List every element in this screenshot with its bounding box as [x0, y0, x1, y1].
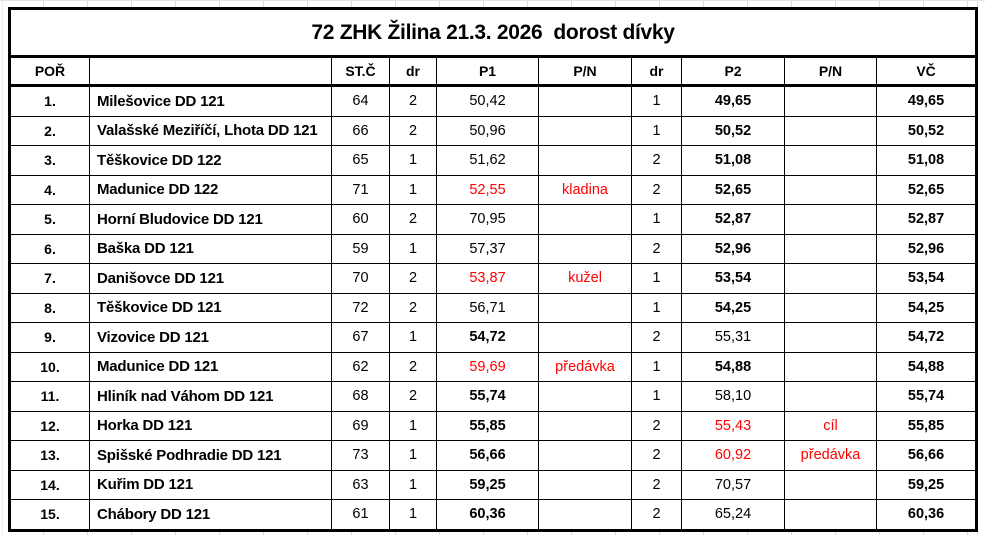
cell-start-number: 64 [332, 86, 390, 117]
cell-rank: 13. [10, 441, 90, 471]
cell-track-1: 1 [390, 470, 437, 500]
cell-time-2: 52,87 [682, 205, 785, 235]
cell-penalty-2: předávka [785, 441, 877, 471]
header-pn2: P/N [785, 57, 877, 86]
cell-team-name: Těškovice DD 122 [90, 146, 332, 176]
cell-final-time: 60,36 [877, 500, 977, 531]
cell-final-time: 51,08 [877, 146, 977, 176]
cell-penalty-2 [785, 293, 877, 323]
cell-rank: 6. [10, 234, 90, 264]
cell-rank: 9. [10, 323, 90, 353]
cell-track-2: 2 [632, 323, 682, 353]
cell-time-1: 50,96 [437, 116, 539, 146]
cell-rank: 12. [10, 411, 90, 441]
cell-team-name: Danišovce DD 121 [90, 264, 332, 294]
cell-track-2: 2 [632, 146, 682, 176]
cell-penalty-1 [539, 293, 632, 323]
cell-time-1: 55,74 [437, 382, 539, 412]
cell-time-1: 54,72 [437, 323, 539, 353]
cell-penalty-1 [539, 470, 632, 500]
table-row [10, 116, 977, 146]
header-p1: P1 [437, 57, 539, 86]
table-row [10, 205, 977, 235]
cell-start-number: 63 [332, 470, 390, 500]
cell-time-1: 70,95 [437, 205, 539, 235]
cell-team-name: Hliník nad Váhom DD 121 [90, 382, 332, 412]
header-team [90, 57, 332, 86]
cell-penalty-2 [785, 352, 877, 382]
cell-track-1: 2 [390, 352, 437, 382]
sheet-gridline-left [2, 0, 3, 535]
cell-team-name: Horka DD 121 [90, 411, 332, 441]
cell-penalty-1 [539, 205, 632, 235]
cell-time-2: 60,92 [682, 441, 785, 471]
cell-time-1: 57,37 [437, 234, 539, 264]
cell-time-1: 51,62 [437, 146, 539, 176]
cell-start-number: 71 [332, 175, 390, 205]
table-row [10, 234, 977, 264]
title-row [10, 9, 977, 57]
cell-time-2: 55,31 [682, 323, 785, 353]
cell-rank: 1. [10, 86, 90, 117]
cell-rank: 7. [10, 264, 90, 294]
cell-start-number: 62 [332, 352, 390, 382]
table-row [10, 323, 977, 353]
cell-final-time: 59,25 [877, 470, 977, 500]
cell-track-1: 2 [390, 382, 437, 412]
cell-track-1: 2 [390, 205, 437, 235]
cell-penalty-1 [539, 86, 632, 117]
cell-team-name: Chábory DD 121 [90, 500, 332, 531]
cell-start-number: 66 [332, 116, 390, 146]
cell-track-1: 2 [390, 264, 437, 294]
cell-final-time: 52,96 [877, 234, 977, 264]
cell-final-time: 54,25 [877, 293, 977, 323]
header-dr2: dr [632, 57, 682, 86]
table-row [10, 86, 977, 117]
cell-time-2: 54,88 [682, 352, 785, 382]
cell-time-1: 56,71 [437, 293, 539, 323]
cell-time-2: 65,24 [682, 500, 785, 531]
cell-penalty-1 [539, 116, 632, 146]
cell-time-2: 49,65 [682, 86, 785, 117]
cell-track-1: 2 [390, 86, 437, 117]
cell-time-1: 50,42 [437, 86, 539, 117]
cell-time-2: 53,54 [682, 264, 785, 294]
cell-rank: 10. [10, 352, 90, 382]
cell-penalty-1: kladina [539, 175, 632, 205]
cell-time-1: 59,25 [437, 470, 539, 500]
cell-penalty-2 [785, 146, 877, 176]
cell-penalty-1: předávka [539, 352, 632, 382]
cell-team-name: Madunice DD 122 [90, 175, 332, 205]
cell-penalty-2 [785, 323, 877, 353]
table-row [10, 441, 977, 471]
cell-time-2: 52,96 [682, 234, 785, 264]
cell-penalty-2: cíl [785, 411, 877, 441]
cell-track-1: 2 [390, 293, 437, 323]
cell-team-name: Spišské Podhradie DD 121 [90, 441, 332, 471]
table-row [10, 500, 977, 531]
cell-final-time: 50,52 [877, 116, 977, 146]
cell-track-2: 1 [632, 293, 682, 323]
header-dr1: dr [390, 57, 437, 86]
cell-start-number: 59 [332, 234, 390, 264]
header-pn1: P/N [539, 57, 632, 86]
cell-track-2: 2 [632, 175, 682, 205]
cell-team-name: Kuřim DD 121 [90, 470, 332, 500]
table-row [10, 382, 977, 412]
cell-time-1: 52,55 [437, 175, 539, 205]
cell-team-name: Milešovice DD 121 [90, 86, 332, 117]
cell-penalty-1 [539, 146, 632, 176]
cell-start-number: 73 [332, 441, 390, 471]
cell-rank: 5. [10, 205, 90, 235]
cell-rank: 15. [10, 500, 90, 531]
cell-track-2: 1 [632, 205, 682, 235]
results-body [10, 86, 977, 531]
cell-start-number: 67 [332, 323, 390, 353]
cell-track-1: 1 [390, 234, 437, 264]
table-row [10, 293, 977, 323]
cell-track-2: 2 [632, 500, 682, 531]
cell-time-1: 59,69 [437, 352, 539, 382]
results-table [8, 7, 978, 532]
cell-penalty-2 [785, 234, 877, 264]
cell-time-2: 58,10 [682, 382, 785, 412]
page-title: 72 ZHK Žilina 21.3. 2026 dorost dívky [10, 9, 977, 57]
cell-time-2: 55,43 [682, 411, 785, 441]
cell-penalty-2 [785, 205, 877, 235]
cell-team-name: Valašské Meziříčí, Lhota DD 121 [90, 116, 332, 146]
cell-track-2: 2 [632, 441, 682, 471]
cell-track-1: 1 [390, 323, 437, 353]
header-por: POŘ [10, 57, 90, 86]
cell-track-1: 1 [390, 441, 437, 471]
cell-time-1: 53,87 [437, 264, 539, 294]
table-row [10, 352, 977, 382]
cell-penalty-1 [539, 323, 632, 353]
cell-final-time: 53,54 [877, 264, 977, 294]
cell-rank: 2. [10, 116, 90, 146]
table-row [10, 411, 977, 441]
cell-start-number: 72 [332, 293, 390, 323]
cell-track-1: 2 [390, 116, 437, 146]
cell-penalty-2 [785, 175, 877, 205]
cell-final-time: 49,65 [877, 86, 977, 117]
cell-final-time: 52,87 [877, 205, 977, 235]
cell-track-2: 1 [632, 264, 682, 294]
cell-start-number: 65 [332, 146, 390, 176]
cell-start-number: 61 [332, 500, 390, 531]
cell-time-1: 55,85 [437, 411, 539, 441]
cell-penalty-1 [539, 382, 632, 412]
table-row [10, 175, 977, 205]
cell-penalty-2 [785, 382, 877, 412]
cell-time-1: 60,36 [437, 500, 539, 531]
cell-rank: 3. [10, 146, 90, 176]
cell-track-1: 1 [390, 500, 437, 531]
cell-rank: 8. [10, 293, 90, 323]
cell-team-name: Madunice DD 121 [90, 352, 332, 382]
cell-track-1: 1 [390, 411, 437, 441]
cell-start-number: 60 [332, 205, 390, 235]
cell-final-time: 54,72 [877, 323, 977, 353]
cell-time-2: 52,65 [682, 175, 785, 205]
cell-final-time: 52,65 [877, 175, 977, 205]
cell-team-name: Vizovice DD 121 [90, 323, 332, 353]
cell-start-number: 69 [332, 411, 390, 441]
cell-start-number: 68 [332, 382, 390, 412]
cell-track-2: 1 [632, 86, 682, 117]
cell-time-2: 54,25 [682, 293, 785, 323]
table-row [10, 470, 977, 500]
cell-track-2: 1 [632, 382, 682, 412]
cell-track-2: 2 [632, 234, 682, 264]
cell-penalty-1 [539, 441, 632, 471]
cell-penalty-2 [785, 264, 877, 294]
cell-penalty-1 [539, 411, 632, 441]
cell-track-1: 1 [390, 146, 437, 176]
cell-rank: 11. [10, 382, 90, 412]
cell-time-2: 70,57 [682, 470, 785, 500]
cell-penalty-1: kužel [539, 264, 632, 294]
cell-final-time: 55,85 [877, 411, 977, 441]
cell-track-2: 1 [632, 116, 682, 146]
cell-time-2: 50,52 [682, 116, 785, 146]
cell-penalty-2 [785, 116, 877, 146]
cell-rank: 14. [10, 470, 90, 500]
cell-track-1: 1 [390, 175, 437, 205]
header-row [10, 57, 977, 86]
cell-penalty-1 [539, 500, 632, 531]
cell-track-2: 1 [632, 352, 682, 382]
cell-penalty-2 [785, 470, 877, 500]
cell-final-time: 56,66 [877, 441, 977, 471]
cell-start-number: 70 [332, 264, 390, 294]
header-p2: P2 [682, 57, 785, 86]
cell-final-time: 55,74 [877, 382, 977, 412]
cell-penalty-2 [785, 86, 877, 117]
cell-team-name: Baška DD 121 [90, 234, 332, 264]
cell-final-time: 54,88 [877, 352, 977, 382]
cell-track-2: 2 [632, 411, 682, 441]
table-row [10, 264, 977, 294]
cell-rank: 4. [10, 175, 90, 205]
cell-track-2: 2 [632, 470, 682, 500]
cell-penalty-1 [539, 234, 632, 264]
cell-penalty-2 [785, 500, 877, 531]
cell-time-1: 56,66 [437, 441, 539, 471]
cell-team-name: Těškovice DD 121 [90, 293, 332, 323]
cell-time-2: 51,08 [682, 146, 785, 176]
header-stc: ST.Č [332, 57, 390, 86]
cell-team-name: Horní Bludovice DD 121 [90, 205, 332, 235]
header-vc: VČ [877, 57, 977, 86]
table-row [10, 146, 977, 176]
